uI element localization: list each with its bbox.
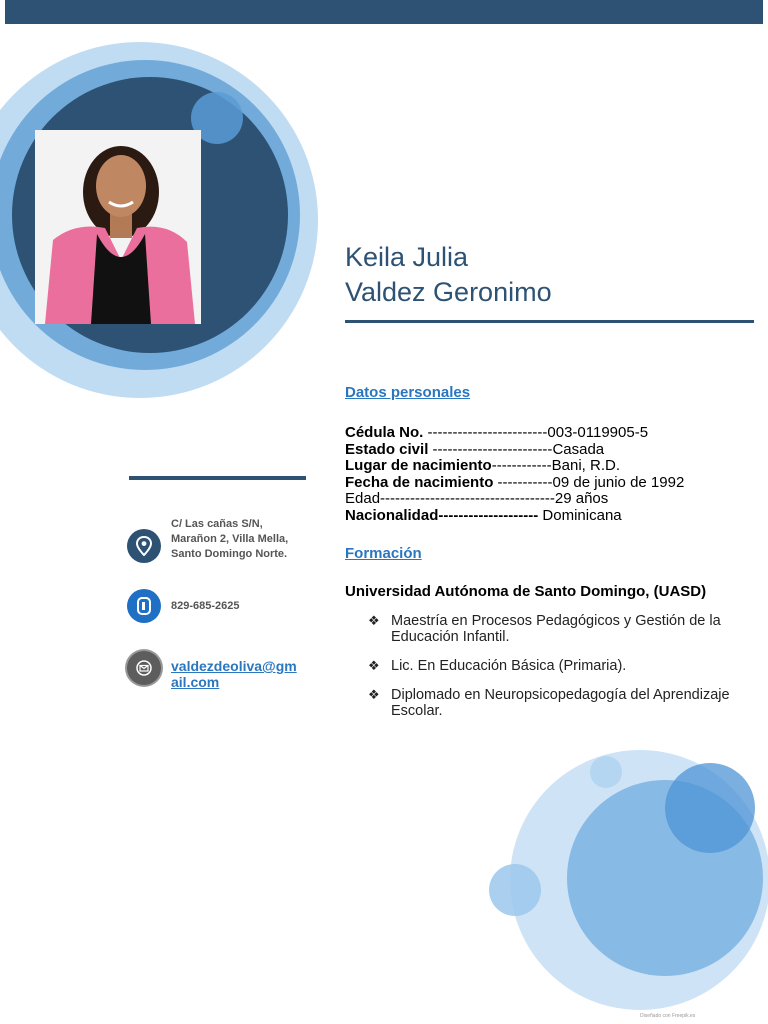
detail-dashes: --------------------: [438, 506, 539, 524]
detail-label: Nacionalidad: [345, 506, 439, 524]
list-item: [368, 613, 753, 645]
phone-number: 829-685-2625: [171, 600, 240, 612]
education-list: [368, 613, 753, 732]
detail-label: Cédula No.: [345, 424, 424, 441]
detail-value: Bani, R.D.: [551, 457, 621, 474]
detail-row: [345, 508, 684, 525]
list-item: [368, 687, 753, 719]
footer-credit: Diseñado con Freepik.es: [640, 1013, 696, 1019]
detail-row: [345, 475, 684, 492]
personal-details: [345, 425, 684, 524]
name-divider: [345, 320, 754, 323]
first-name: Keila Julia: [345, 242, 469, 272]
email-link[interactable]: [171, 658, 297, 690]
last-name: Valdez Geronimo: [345, 277, 552, 307]
address-line: Marañon 2, Villa Mella,: [171, 533, 289, 545]
institution-name: Universidad Autónoma de Santo Domingo, (UASD): [345, 583, 707, 600]
envelope-icon: [127, 651, 161, 685]
list-item-text: Maestría en Procesos Pedagógicos y Gestión de la Educación Infantil.: [391, 613, 721, 645]
diamond-bullet-icon: ❖: [368, 613, 380, 628]
detail-dashes: -----------: [493, 473, 553, 491]
detail-dashes: ------------------------: [428, 440, 553, 458]
diamond-bullet-icon: ❖: [368, 687, 380, 702]
list-item-text: Lic. En Educación Básica (Primaria).: [391, 658, 627, 674]
circle-br-tiny: [590, 756, 622, 788]
education-heading: Formación: [345, 545, 422, 562]
detail-dashes: -----------------------------------: [380, 490, 555, 507]
address-line: C/ Las cañas S/N,: [171, 518, 263, 530]
detail-value: Casada: [552, 440, 605, 458]
detail-row: [345, 458, 684, 475]
detail-value: Dominicana: [538, 506, 622, 524]
full-name: [345, 240, 552, 310]
sidebar-divider: [129, 476, 306, 480]
detail-dashes: ------------: [491, 457, 552, 474]
location-pin-icon: [127, 529, 161, 563]
address-text: [171, 517, 288, 562]
detail-label: Estado civil: [345, 440, 429, 458]
detail-row: [345, 491, 684, 508]
address-line: Santo Domingo Norte.: [171, 548, 288, 560]
circle-br-top: [665, 763, 755, 853]
detail-value: 003-0119905-5: [547, 424, 649, 441]
diamond-bullet-icon: ❖: [368, 658, 380, 673]
detail-label: Fecha de nacimiento: [345, 473, 494, 491]
detail-label: Lugar de nacimiento: [345, 457, 492, 474]
detail-dashes: ------------------------: [423, 424, 548, 441]
personal-data-heading: Datos personales: [345, 384, 471, 401]
email-line: valdezdeoliva@gm: [171, 658, 297, 674]
email-line: ail.com: [171, 674, 220, 690]
list-item: [368, 658, 753, 674]
profile-photo: [35, 130, 201, 324]
detail-value: 09 de junio de 1992: [552, 473, 685, 491]
detail-row: [345, 442, 684, 459]
detail-row: [345, 425, 684, 442]
circle-br-left: [489, 864, 541, 916]
detail-label: Edad: [345, 490, 381, 507]
phone-icon: [127, 589, 161, 623]
detail-value: 29 años: [554, 490, 609, 507]
list-item-text: Diplomado en Neuropsicopedagogía del Aprendizaje Escolar.: [391, 687, 730, 719]
